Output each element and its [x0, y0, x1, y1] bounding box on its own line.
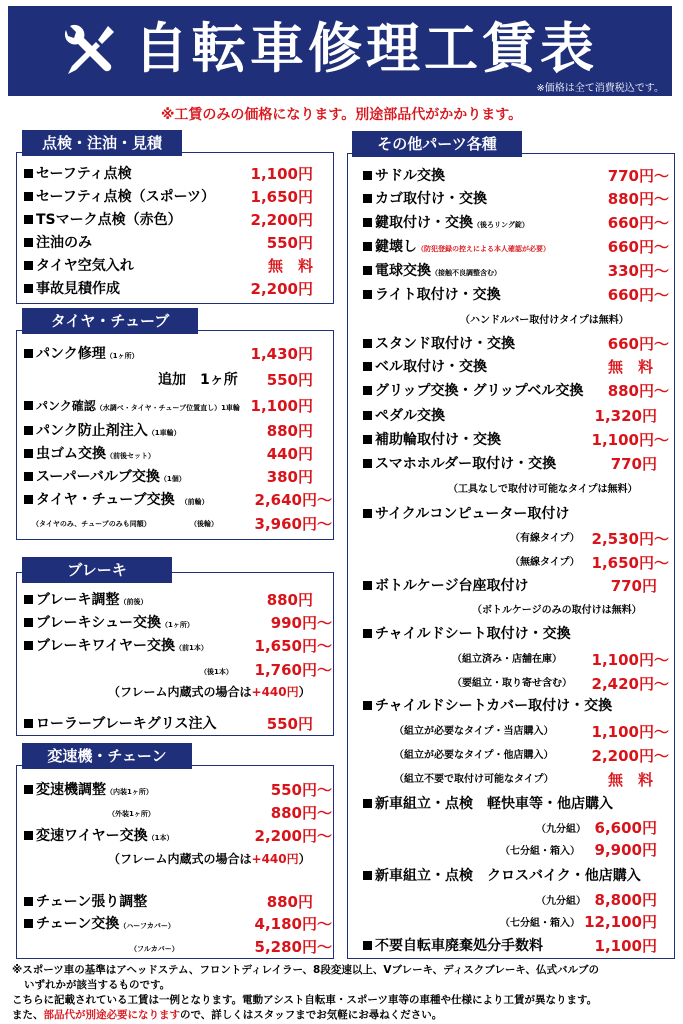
new-light-opt1: （九分組）: [536, 824, 586, 835]
gear-adjust-out-price: 880円〜: [270, 804, 332, 822]
sealant-price: 880円: [266, 422, 313, 440]
child-seat: チャイルドシート取付け・交換: [363, 624, 571, 644]
brake-title: ブレーキ: [22, 557, 172, 583]
sealant-injection: パンク防止剤注入（1車輪）: [24, 421, 181, 443]
chain-adjust: チェーン張り調整: [24, 892, 147, 912]
header-banner: [8, 6, 672, 96]
training-wheel-price: 1,100円〜: [591, 431, 669, 449]
tire-tube-same-note: （タイヤのみ、チューブのみも同額）: [32, 520, 151, 528]
inspection-title: 点検・注油・見積: [22, 130, 182, 156]
inspection-price-4: 無 料: [267, 257, 313, 275]
super-valve-price: 380円: [266, 468, 313, 486]
cyclocomputer-wireless-price: 1,650円〜: [591, 554, 669, 572]
gear-adjust-in-price: 550円〜: [270, 781, 332, 799]
puncture-repair: パンク修理（1ヶ所）: [24, 344, 139, 366]
roller-brake: ローラーブレーキグリス注入: [24, 714, 216, 734]
child-seat-cover-price2: 2,200円〜: [591, 747, 669, 765]
puncture-repair-price: 1,430円: [250, 345, 313, 363]
tire-title: タイヤ・チューブ: [22, 308, 198, 334]
saddle-price: 770円〜: [607, 167, 669, 185]
disposal-fee-price: 1,100円: [594, 937, 657, 955]
new-cross-opt1: （九分組）: [536, 896, 586, 907]
pedal: ペダル交換: [363, 406, 445, 426]
bottle-cage-note: （ボトルケージのみの取付けは無料）: [472, 605, 642, 616]
tax-note: ※価格は全て消費税込です。: [536, 83, 664, 94]
inspection-price-3: 550円: [266, 234, 313, 252]
child-seat-cover-price1: 1,100円〜: [591, 723, 669, 741]
gear-wire: 変速ワイヤー交換（1本）: [24, 826, 173, 848]
new-light-price2: 9,900円: [594, 841, 657, 859]
bottle-cage: ボトルケージ台座取付け: [363, 576, 528, 596]
gear-adjust: 変速機調整（内装1ヶ所）: [24, 780, 153, 802]
gear-title: 変速機・チェーン: [22, 743, 192, 769]
roller-brake-price: 550円: [266, 715, 313, 733]
cyclocomputer-wired: （有線タイプ）: [510, 533, 580, 544]
inspection-item-0: セーフティ点検: [24, 164, 132, 184]
chain-full-price: 5,280円〜: [254, 938, 332, 956]
training-wheel: 補助輪取付け・交換: [363, 430, 501, 450]
child-seat-cover-opt3: （組立不要で取付け可能なタイプ）: [394, 774, 554, 785]
stand: スタンド取付け・交換: [363, 334, 515, 354]
child-seat-cover-opt1: （組立が必要なタイプ・当店購入）: [394, 726, 554, 737]
footer-notes: [12, 963, 676, 1023]
inspection-item-4: タイヤ空気入れ: [24, 256, 134, 276]
other-title: その他パーツ各種: [352, 131, 522, 157]
gear-frame-note: （フレーム内蔵式の場合は+440円）: [108, 852, 311, 866]
inspection-price-5: 2,200円: [250, 280, 313, 298]
basket-price: 880円〜: [607, 190, 669, 208]
phone-holder: スマホホルダー取付け・交換: [363, 454, 556, 474]
new-cross-assembly: 新車組立・点検 クロスバイク・他店購入: [363, 866, 641, 886]
pedal-price: 1,320円: [594, 407, 657, 425]
chain-half-price: 4,180円〜: [254, 915, 332, 933]
brake-wire-front-price: 1,650円〜: [254, 637, 332, 655]
child-seat-price2: 2,420円〜: [591, 675, 669, 693]
gear-wire-price: 2,200円〜: [254, 827, 332, 845]
footer-line-1: ※スポーツ車の基準はアヘッドステム、フロントディレイラー、8段変速以上、Vブレーキ、ディスクブレーキ、仏式バルブの: [12, 964, 599, 976]
puncture-check: パンク確認（水調べ・タイヤ・チューブ位置直し）1車輪: [24, 396, 240, 418]
child-seat-cover-price3: 無 料: [607, 771, 653, 789]
new-cross-price1: 8,800円: [594, 891, 657, 909]
brake-wire-rear-note: （後1本）: [200, 668, 233, 676]
footer-line-4: また、部品代が別途必要になりますので、詳しくはスタッフまでお気軽にお尋ねください。: [12, 1009, 443, 1021]
lock-break-price: 660円〜: [607, 238, 669, 256]
lock-price: 660円〜: [607, 214, 669, 232]
chain-replace: チェーン交換（ハーフカバー）: [24, 914, 175, 936]
child-seat-cover: チャイルドシートカバー取付け・交換: [363, 696, 612, 716]
grip: グリップ交換・グリップベル交換: [363, 381, 583, 401]
lock-break: 鍵壊し（防犯登録の控えによる本人確認が必要）: [363, 237, 550, 259]
brake-adjust: ブレーキ調整（前後）: [24, 590, 147, 612]
lock: 鍵取付け・交換（後ろリング錠）: [363, 213, 529, 235]
new-light-price1: 6,600円: [594, 819, 657, 837]
stand-price: 660円〜: [607, 335, 669, 353]
cyclocomputer: サイクルコンピューター取付け: [363, 504, 569, 524]
chain-adjust-price: 880円: [266, 893, 313, 911]
bell-price: 無 料: [607, 358, 653, 376]
footer-line-2: いずれかが該当するものです。: [24, 979, 171, 991]
brake-wire-rear-price: 1,760円〜: [254, 661, 332, 679]
puncture-check-price: 1,100円: [250, 397, 313, 415]
inspection-item-2: TSマーク点検（赤色）: [24, 210, 182, 230]
footer-line-3: こちらに記載されている工賃は一例となります。電動アシスト自転車・スポーツ車等の車種や仕様により工賃が異なります。: [12, 994, 598, 1006]
chain-full-note: （フルカバー）: [130, 945, 179, 953]
child-seat-opt2: （要組立・取り寄せ含む）: [452, 678, 572, 689]
child-seat-opt1: （組立済み・店舗在庫）: [452, 654, 562, 665]
grip-price: 880円〜: [607, 382, 669, 400]
new-cross-opt2: （七分組・箱入）: [500, 918, 580, 929]
light-note: （ハンドルバー取付けタイプは無料）: [460, 315, 629, 326]
new-light-opt2: （七分組・箱入）: [500, 846, 580, 857]
light-price: 660円〜: [607, 286, 669, 304]
cyclocomputer-wired-price: 2,530円〜: [591, 530, 669, 548]
inspection-price-2: 2,200円: [250, 211, 313, 229]
gear-adjust-out-note: （外装1ヶ所）: [108, 810, 155, 818]
inspection-item-1: セーフティ点検（スポーツ）: [24, 187, 215, 207]
tire-tube-replace: タイヤ・チューブ交換 （前輪）: [24, 490, 209, 512]
brake-frame-note: （フレーム内蔵式の場合は+440円）: [108, 685, 311, 699]
brake-adjust-price: 880円: [266, 591, 313, 609]
tire-tube-rear-price: 3,960円〜: [254, 515, 332, 533]
wrench-screwdriver-icon: [58, 20, 118, 80]
light: ライト取付け・交換: [363, 285, 501, 305]
brake-shoe-price: 990円〜: [270, 614, 332, 632]
puncture-additional-price: 550円: [266, 371, 313, 389]
parts-notice: ※工賃のみの価格になります。別途部品代がかかります。: [160, 107, 523, 123]
valve-price: 440円: [266, 445, 313, 463]
cyclocomputer-wireless: （無線タイプ）: [510, 557, 580, 568]
valve-replace: 虫ゴム交換（前後セット）: [24, 444, 155, 466]
super-valve-replace: スーパーバルブ交換（1個）: [24, 467, 186, 489]
bulb: 電球交換（接触不良調整含む）: [363, 261, 501, 283]
tire-tube-rear-note: （後輪）: [190, 520, 218, 528]
bulb-price: 330円〜: [607, 262, 669, 280]
bottle-cage-price: 770円: [610, 577, 657, 595]
phone-holder-price: 770円: [610, 455, 657, 473]
inspection-price-0: 1,100円: [250, 165, 313, 183]
saddle: サドル交換: [363, 166, 445, 186]
brake-shoe: ブレーキシュー交換（1ヶ所）: [24, 613, 194, 635]
inspection-price-1: 1,650円: [250, 188, 313, 206]
new-light-assembly: 新車組立・点検 軽快車等・他店購入: [363, 794, 613, 814]
bell: ベル取付け・交換: [363, 357, 487, 377]
child-seat-cover-opt2: （組立が必要なタイプ・他店購入）: [394, 750, 554, 761]
phone-holder-note: （工具なしで取付け可能なタイプは無料）: [448, 484, 638, 495]
basket: カゴ取付け・交換: [363, 189, 487, 209]
puncture-additional: 追加 1ヶ所: [158, 372, 238, 388]
child-seat-price1: 1,100円〜: [591, 651, 669, 669]
inspection-item-5: 事故見積作成: [24, 279, 120, 299]
disposal-fee: 不要自転車廃棄処分手数料: [363, 936, 543, 956]
new-cross-price2: 12,100円: [584, 913, 657, 931]
tire-tube-front-price: 2,640円〜: [254, 491, 332, 509]
brake-wire: ブレーキワイヤー交換（前1本）: [24, 636, 208, 658]
page-title: 自転車修理工賃表: [134, 17, 598, 80]
inspection-item-3: 注油のみ: [24, 233, 92, 253]
